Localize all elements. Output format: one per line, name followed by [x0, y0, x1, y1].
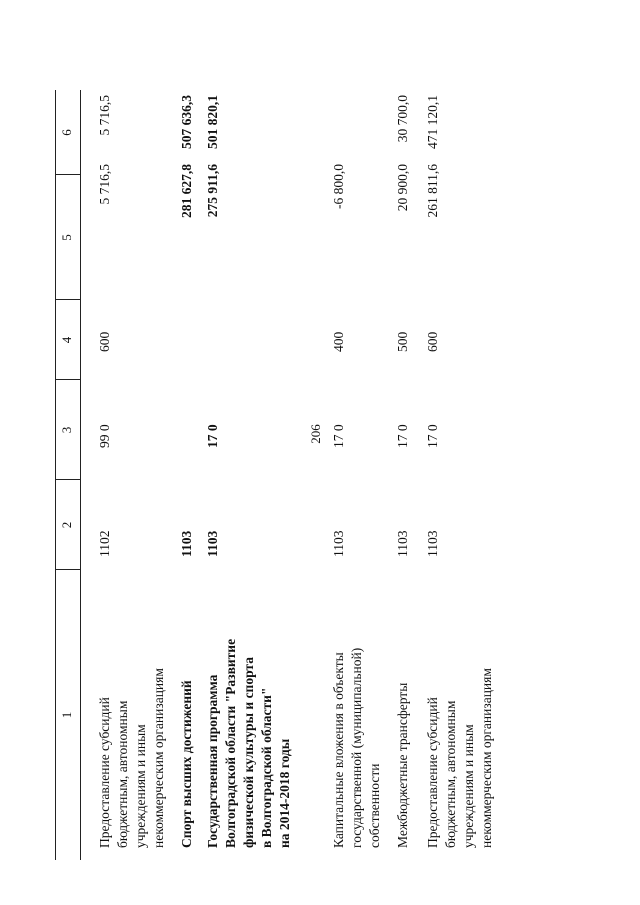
row-type: 400	[331, 331, 346, 352]
row-amount-1: 261 811,6	[425, 164, 440, 218]
row-section: 1102	[97, 530, 112, 557]
row-name: Предоставление субсидий бюджетным, автономным учреждениям и иным некоммерческим организациям	[97, 668, 166, 848]
col-header-4: 4	[59, 336, 74, 344]
col-header-3: 3	[59, 426, 74, 434]
row-name: Спорт высших достижений	[179, 680, 194, 848]
row-type: 600	[97, 331, 112, 352]
row-section: 1103	[331, 530, 346, 557]
row-section: 1103	[425, 530, 440, 557]
col-header-2: 2	[59, 521, 74, 529]
row-amount-2: 507 636,3	[179, 95, 194, 149]
row-program: 17 0	[395, 424, 410, 448]
row-amount-2: 501 820,1	[205, 95, 220, 149]
row-section: 1103	[395, 530, 410, 557]
col-header-5: 5	[59, 234, 74, 241]
row-amount-2: 30 700,0	[395, 95, 410, 143]
row-amount-1: -6 800,0	[331, 164, 346, 209]
row-program: 17 0	[425, 424, 440, 448]
row-name: Предоставление субсидий бюджетным, автономным учреждениям и иным некоммерческим организациям	[425, 668, 494, 848]
row-program: 99 0	[97, 424, 112, 448]
row-amount-1: 5 716,5	[97, 164, 112, 205]
row-name: Межбюджетные трансферты	[395, 682, 410, 848]
row-amount-1: 281 627,8	[179, 164, 194, 218]
row-amount-1: 20 900,0	[395, 164, 410, 212]
row-section: 1103	[205, 530, 220, 557]
col-header-1: 1	[59, 711, 74, 719]
row-amount-2: 5 716,5	[97, 95, 112, 136]
col-header-6: 6	[59, 129, 74, 136]
row-type: 500	[395, 331, 410, 352]
row-name: Государственная программа Волгоградской области "Развитие физической культуры и спорта в Волгоградской области" на 2014-2018 годы	[205, 638, 292, 848]
row-section: 1103	[179, 530, 194, 557]
header-top-rule	[55, 90, 56, 860]
budget-table	[40, 90, 640, 860]
row-type: 600	[425, 331, 440, 352]
page-number: 206	[307, 424, 323, 444]
row-program: 17 0	[205, 424, 220, 448]
row-amount-2: 471 120,1	[425, 95, 440, 149]
header-bottom-rule	[80, 90, 81, 860]
row-name: Капитальные вложения в объекты государственной (муниципальной) собственности	[331, 647, 382, 848]
row-amount-1: 275 911,6	[205, 164, 220, 218]
row-program: 17 0	[331, 424, 346, 448]
